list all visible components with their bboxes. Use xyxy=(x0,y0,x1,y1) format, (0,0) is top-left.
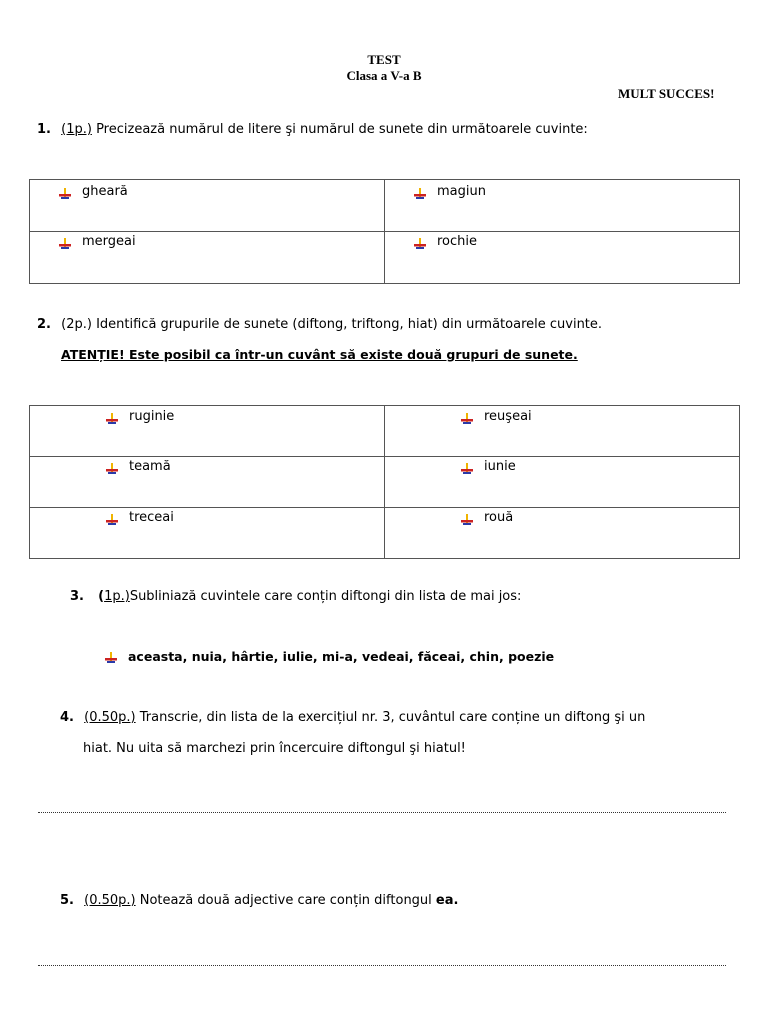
table-cell xyxy=(385,457,740,508)
class-subtitle: Clasa a V-a B xyxy=(346,68,422,83)
word-item: ruginie xyxy=(129,409,175,424)
bullet-icon xyxy=(414,188,426,200)
question-4-line-2: hiat. Nu uita să marchezi prin încercuire diftongul şi hiatul! xyxy=(83,741,466,756)
table-cell xyxy=(30,180,385,232)
question-2-number: 2. xyxy=(37,317,51,332)
word-item: reuşeai xyxy=(484,409,532,424)
table-cell xyxy=(30,406,385,457)
answer-line-4 xyxy=(38,812,726,813)
question-4-points: (0.50p.) xyxy=(84,710,136,725)
bullet-icon xyxy=(461,413,473,425)
question-2-table xyxy=(29,405,740,559)
bullet-icon xyxy=(59,238,71,250)
question-5-number: 5. xyxy=(60,893,74,908)
question-4-number: 4. xyxy=(60,710,74,725)
question-2-points: (2p.) xyxy=(61,317,92,332)
word-item: teamă xyxy=(129,459,171,474)
word-item: mergeai xyxy=(82,234,136,249)
bullet-icon xyxy=(106,514,118,526)
question-5-diphthong: ea. xyxy=(435,893,459,908)
question-2-warning: ATENȚIE! Este posibil ca într-un cuvânt să existe două grupuri de sunete. xyxy=(61,347,578,362)
question-2 xyxy=(37,316,602,334)
question-2-text: Identifică grupurile de sunete (diftong, triftong, hiat) din următoarele cuvinte. xyxy=(91,317,603,332)
word-item: treceai xyxy=(129,510,174,525)
bullet-icon xyxy=(461,463,473,475)
bullet-icon xyxy=(106,463,118,475)
table-cell xyxy=(385,232,740,284)
table-cell xyxy=(385,406,740,457)
question-1-points: (1p.) xyxy=(61,122,92,137)
word-item: magiun xyxy=(437,184,486,199)
question-3-text: Subliniază cuvintele care conțin diftongi din lista de mai jos: xyxy=(129,589,522,604)
test-title: TEST xyxy=(367,52,401,67)
question-3-points-open: ( xyxy=(98,589,105,604)
question-1-number: 1. xyxy=(37,122,51,137)
question-5-points: (0.50p.) xyxy=(84,893,136,908)
question-5-text: Notează două adjective care conțin diftongul xyxy=(135,893,436,908)
word-item: gheară xyxy=(82,184,128,199)
bullet-icon xyxy=(59,188,71,200)
bullet-icon xyxy=(461,514,473,526)
table-cell xyxy=(30,232,385,284)
table-cell xyxy=(30,508,385,559)
bullet-icon xyxy=(414,238,426,250)
bullet-icon xyxy=(105,652,117,664)
question-5 xyxy=(60,892,458,910)
table-cell xyxy=(30,457,385,508)
answer-line-5 xyxy=(38,965,726,966)
question-4-line-1: Transcrie, din lista de la exercițiul nr. 3, cuvântul care conține un diftong şi un xyxy=(135,710,646,725)
word-item: iunie xyxy=(484,459,516,474)
question-3-number: 3. xyxy=(70,589,84,604)
word-item: rouă xyxy=(484,510,514,525)
question-3-word-list: aceasta, nuia, hârtie, iulie, mi-a, vedeai, făceai, chin, poezie xyxy=(128,649,555,664)
question-3-points: 1p.) xyxy=(104,589,130,604)
table-cell xyxy=(385,180,740,232)
question-1-text: Precizează numărul de litere şi numărul de sunete din următoarele cuvinte: xyxy=(91,122,588,137)
question-1-table xyxy=(29,179,740,284)
question-1 xyxy=(37,121,588,139)
word-item: rochie xyxy=(437,234,478,249)
question-3 xyxy=(70,588,521,606)
question-4 xyxy=(60,709,645,727)
bullet-icon xyxy=(106,413,118,425)
table-cell xyxy=(385,508,740,559)
good-luck-text: MULT SUCCES! xyxy=(618,86,715,101)
